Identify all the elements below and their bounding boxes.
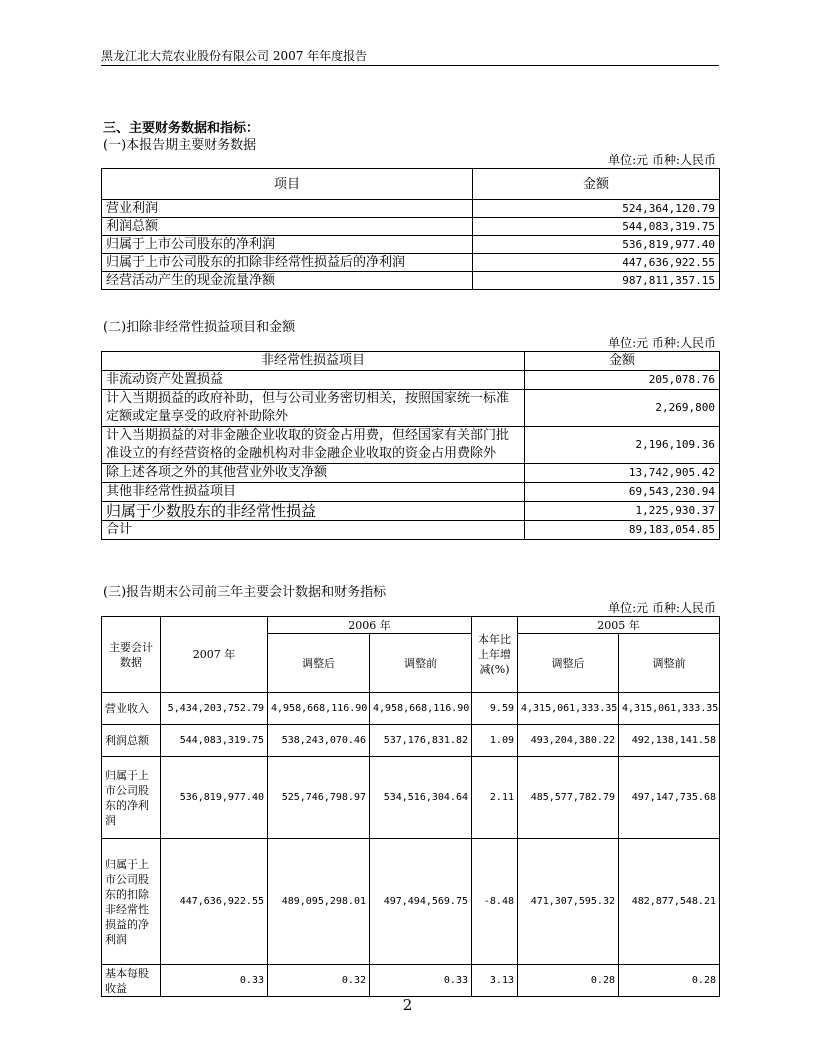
col-2007: 2007 年 — [161, 617, 268, 693]
row-label: 计入当期损益的对非金融企业收取的资金占用费，但经国家有关部门批准设立的有经营资格的金融机构对非金融企业收取的资金占用费除外 — [102, 427, 525, 464]
value-2005-after: 485,577,782.79 — [518, 757, 619, 839]
value-change: -8.48 — [472, 839, 518, 965]
value-2007: 447,636,922.55 — [161, 839, 268, 965]
value-change: 1.09 — [472, 725, 518, 757]
value-change: 2.11 — [472, 757, 518, 839]
table-row — [102, 272, 720, 290]
non-recurring-table — [101, 351, 720, 540]
row-value: 205,078.76 — [525, 371, 720, 390]
table-row — [102, 464, 720, 483]
value-2006-before: 497,494,569.75 — [370, 839, 472, 965]
row-label: 计入当期损益的政府补助，但与公司业务密切相关，按照国家统一标准定额或定量享受的政府补助除外 — [102, 390, 525, 427]
value-2005-before: 4,315,061,333.35 — [619, 693, 720, 725]
value-2006-before: 0.33 — [370, 965, 472, 997]
table-row — [102, 254, 720, 272]
row-label: 除上述各项之外的其他营业外收支净额 — [102, 464, 525, 483]
col-change: 本年比上年增减(%) — [472, 617, 518, 693]
page-number: 2 — [402, 996, 413, 1014]
table-row — [102, 693, 720, 725]
value-2006-after: 538,243,070.46 — [268, 725, 370, 757]
part1-unit: 单位:元 币种:人民币 — [608, 153, 716, 167]
value-2007: 536,819,977.40 — [161, 757, 268, 839]
table-row — [102, 725, 720, 757]
table-row — [102, 502, 720, 521]
three-year-table — [101, 616, 720, 997]
row-value: 1,225,930.37 — [525, 502, 720, 521]
value-2006-before: 537,176,831.82 — [370, 725, 472, 757]
row-label: 营业利润 — [102, 200, 473, 218]
value-2006-before: 4,958,668,116.90 — [370, 693, 472, 725]
part1-title: (一)本报告期主要财务数据 — [103, 138, 257, 153]
row-value: 2,196,109.36 — [525, 427, 720, 464]
col-amount: 金额 — [525, 352, 720, 371]
section-title: 三、主要财务数据和指标： — [103, 121, 260, 136]
row-label: 经营活动产生的现金流量净额 — [102, 272, 473, 290]
row-value: 536,819,977.40 — [473, 236, 720, 254]
table-header-row — [102, 352, 720, 371]
row-value: 69,543,230.94 — [525, 483, 720, 502]
value-change: 9.59 — [472, 693, 518, 725]
table-row — [102, 965, 720, 997]
value-2005-before: 492,138,141.58 — [619, 725, 720, 757]
row-label: 其他非经常性损益项目 — [102, 483, 525, 502]
col-2005-adj-after: 调整后 — [518, 634, 619, 693]
row-label: 基本每股收益 — [102, 965, 161, 997]
col-2005-adj-before: 调整前 — [619, 634, 720, 693]
table-header-row — [102, 169, 720, 200]
col-2006-adj-after: 调整后 — [268, 634, 370, 693]
row-value: 447,636,922.55 — [473, 254, 720, 272]
row-label: 归属于上市公司股东的净利润 — [102, 236, 473, 254]
value-change: 3.13 — [472, 965, 518, 997]
part3-title: (三)报告期末公司前三年主要会计数据和财务指标 — [103, 585, 387, 600]
row-value: 2,269,800 — [525, 390, 720, 427]
table-row — [102, 839, 720, 965]
value-2006-after: 525,746,798.97 — [268, 757, 370, 839]
table-row — [102, 427, 720, 464]
row-label: 合计 — [102, 521, 525, 540]
part3-unit: 单位:元 币种:人民币 — [608, 601, 716, 615]
row-value: 89,183,054.85 — [525, 521, 720, 540]
table-row — [102, 757, 720, 839]
row-value: 544,083,319.75 — [473, 218, 720, 236]
col-2005: 2005 年 — [518, 617, 720, 634]
table-row — [102, 218, 720, 236]
value-2007: 544,083,319.75 — [161, 725, 268, 757]
table-row — [102, 371, 720, 390]
value-2005-before: 0.28 — [619, 965, 720, 997]
value-2005-after: 0.28 — [518, 965, 619, 997]
value-2006-after: 489,095,298.01 — [268, 839, 370, 965]
col-item: 项目 — [102, 169, 473, 200]
part2-unit: 单位:元 币种:人民币 — [608, 336, 716, 350]
table-row — [102, 236, 720, 254]
table-row — [102, 200, 720, 218]
col-item: 非经常性损益项目 — [102, 352, 525, 371]
table-row — [102, 521, 720, 540]
row-label: 利润总额 — [102, 725, 161, 757]
row-label: 归属于上市公司股东的扣除非经常性损益的净利润 — [102, 839, 161, 965]
row-label: 营业收入 — [102, 693, 161, 725]
col-amount: 金额 — [473, 169, 720, 200]
row-label: 利润总额 — [102, 218, 473, 236]
value-2005-before: 497,147,735.68 — [619, 757, 720, 839]
table-header-row — [102, 617, 720, 634]
col-2006: 2006 年 — [268, 617, 472, 634]
row-value: 524,364,120.79 — [473, 200, 720, 218]
value-2006-before: 534,516,304.64 — [370, 757, 472, 839]
value-2005-after: 4,315,061,333.35 — [518, 693, 619, 725]
header-rule — [101, 65, 719, 66]
value-2006-after: 4,958,668,116.90 — [268, 693, 370, 725]
report-header: 黑龙江北大荒农业股份有限公司 2007 年年度报告 — [101, 49, 368, 63]
part2-title: (二)扣除非经常性损益项目和金额 — [103, 320, 296, 335]
value-2005-after: 493,204,380.22 — [518, 725, 619, 757]
value-2007: 0.33 — [161, 965, 268, 997]
table-row — [102, 483, 720, 502]
col-2006-adj-before: 调整前 — [370, 634, 472, 693]
value-2005-after: 471,307,595.32 — [518, 839, 619, 965]
row-value: 987,811,357.15 — [473, 272, 720, 290]
row-label: 归属于上市公司股东的扣除非经常性损益后的净利润 — [102, 254, 473, 272]
row-label: 归属于少数股东的非经常性损益 — [102, 502, 525, 521]
row-value: 13,742,905.42 — [525, 464, 720, 483]
col-item: 主要会计数据 — [102, 617, 161, 693]
main-financial-table — [101, 168, 720, 290]
value-2006-after: 0.32 — [268, 965, 370, 997]
value-2007: 5,434,203,752.79 — [161, 693, 268, 725]
row-label: 归属于上市公司股东的净利润 — [102, 757, 161, 839]
table-row — [102, 390, 720, 427]
value-2005-before: 482,877,548.21 — [619, 839, 720, 965]
row-label: 非流动资产处置损益 — [102, 371, 525, 390]
